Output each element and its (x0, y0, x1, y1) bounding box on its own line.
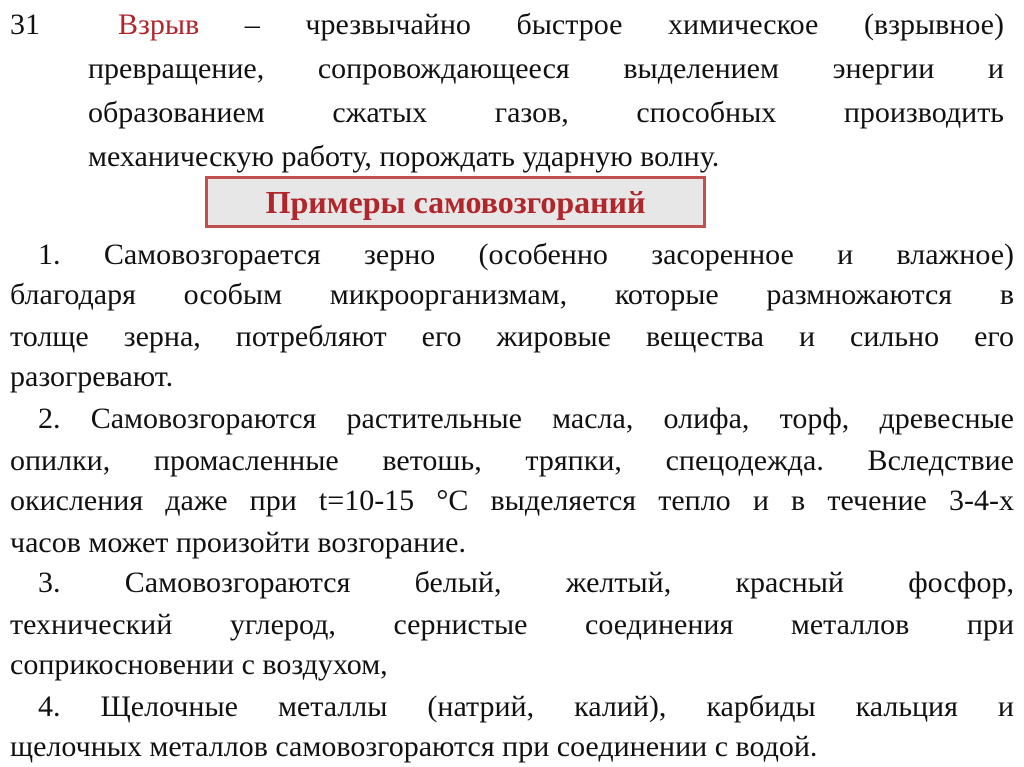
item-2-line-1: 2. Самовозгораются растительные масла, олифа, торф, древесные (38, 402, 1014, 435)
definition-line-2: превращение, сопровождающееся выделением энергии и (88, 52, 1004, 85)
item-1-line-4: разогревают. (10, 360, 174, 393)
definition-text: – чрезвычайно быстрое химическое (взрывное) (199, 8, 1004, 41)
definition-line-1 (118, 6, 1004, 44)
item-1-line-2: благодаря особым микроорганизмам, которые размножаются в (10, 278, 1014, 311)
item-3-line-3: соприкосновении с воздухом, (10, 648, 388, 681)
item-2-line-2: опилки, промасленные ветошь, тряпки, спецодежда. Вследствие (10, 444, 1014, 477)
slide-number: 31 (10, 8, 40, 41)
item-1-line-1: 1. Самовозгорается зерно (особенно засоренное и влажное) (38, 238, 1014, 271)
item-4-line-1: 4. Щелочные металлы (натрий, калий), карбиды кальция и (38, 690, 1014, 723)
definition-line-3: образованием сжатых газов, способных производить (88, 96, 1004, 129)
item-4-line-2: щелочных металлов самовозгораются при соединении с водой. (10, 730, 818, 763)
definition-keyword: Взрыв (118, 8, 200, 41)
examples-callout (205, 176, 706, 228)
examples-heading: Примеры самовозгораний (265, 183, 646, 220)
item-2-line-4: часов может произойти возгорание. (10, 526, 466, 559)
definition-line-4: механическую работу, порождать ударную волну. (88, 140, 720, 173)
item-2-line-3: окисления даже при t=10-15 °C выделяется тепло и в течение 3-4-х (10, 484, 1014, 517)
item-3-line-2: технический углерод, сернистые соединения металлов при (10, 608, 1014, 641)
item-1-line-3: толще зерна, потребляют его жировые вещества и сильно его (10, 320, 1014, 353)
item-3-line-1: 3. Самовозгораются белый, желтый, красный фосфор, (38, 566, 1014, 599)
